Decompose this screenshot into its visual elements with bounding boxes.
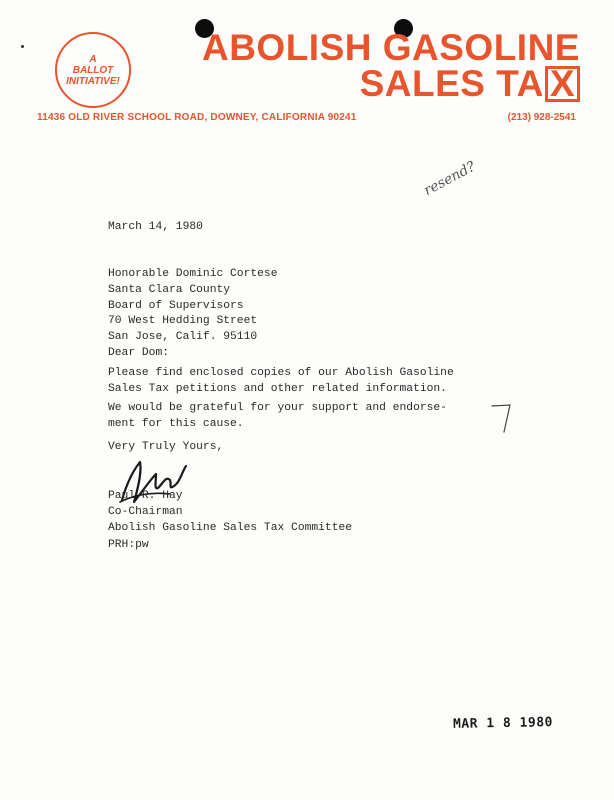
- badge-line-2: BALLOT: [72, 64, 114, 76]
- signer-name: Paul R. Hay: [108, 490, 183, 502]
- letterhead-phone: (213) 928-2541: [507, 112, 576, 123]
- reference-initials: PRH:pw: [108, 539, 149, 551]
- recipient-line: Santa Clara County: [108, 283, 231, 296]
- recipient-line: Board of Supervisors: [108, 299, 244, 312]
- organization-title: [201, 27, 580, 104]
- body-paragraph-2: [108, 401, 447, 433]
- handwritten-annotation: resend?: [421, 158, 479, 200]
- signer-organization: Abolish Gasoline Sales Tax Committee: [108, 521, 353, 534]
- salutation: Dear Dom:: [108, 347, 170, 359]
- received-date-stamp: MAR 1 8 1980: [452, 715, 554, 732]
- badge-line-1: A: [89, 53, 97, 65]
- check-mark-icon: [490, 400, 516, 436]
- title-line-2-text: SALES TA: [359, 63, 544, 104]
- recipient-line: Honorable Dominic Cortese: [108, 268, 278, 280]
- letterhead-address: 11436 OLD RIVER SCHOOL ROAD, DOWNEY, CALIFORNIA 90241: [37, 112, 357, 123]
- paragraph-line: Please find enclosed copies of our Abolish Gasoline: [108, 367, 454, 379]
- recipient-line: 70 West Hedding Street: [108, 315, 258, 328]
- title-line-1: ABOLISH GASOLINE: [201, 27, 580, 68]
- paragraph-line: We would be grateful for your support and endorse-: [108, 402, 447, 414]
- paragraph-line: Sales Tax petitions and other related information.: [108, 382, 447, 395]
- ballot-initiative-badge: [55, 32, 131, 108]
- letter-date: March 14, 1980: [108, 221, 203, 233]
- recipient-address: [108, 267, 277, 346]
- signature-block: [108, 489, 352, 536]
- signer-title: Co-Chairman: [108, 505, 183, 518]
- closing: Very Truly Yours,: [108, 441, 224, 453]
- title-line-2: [202, 63, 580, 104]
- paper-speck: [21, 45, 24, 48]
- title-boxed-letter: X: [545, 66, 580, 102]
- badge-line-3: INITIATIVE!: [66, 75, 120, 87]
- body-paragraph-1: [108, 366, 454, 398]
- paragraph-line: ment for this cause.: [108, 417, 244, 430]
- recipient-line: San Jose, Calif. 95110: [108, 331, 258, 344]
